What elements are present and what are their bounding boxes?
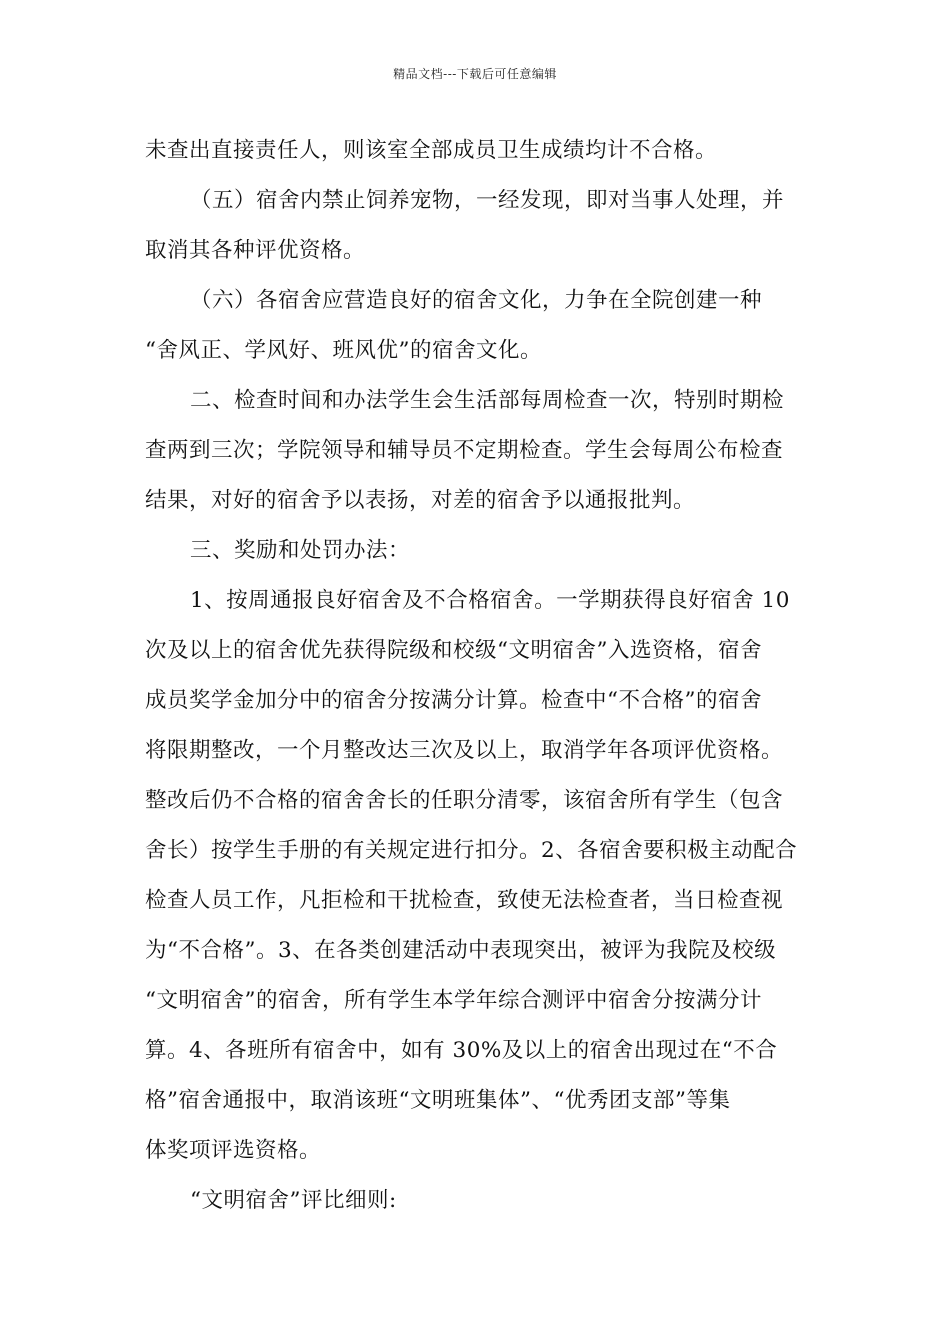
text-line: 成员奖学金加分中的宿舍分按满分计算。检查中“不合格”的宿舍 bbox=[145, 688, 762, 713]
criteria-heading: “文明宿舍”评比细则: bbox=[190, 1188, 397, 1213]
text-line: 将限期整改，一个月整改达三次及以上，取消学年各项评优资格。 bbox=[145, 738, 784, 763]
text-line: 整改后仍不合格的宿舍舍长的任职分清零，该宿舍所有学生（包含 bbox=[145, 788, 784, 813]
text-line: 格”宿舍通报中，取消该班“文明班集体”、“优秀团支部”等集 bbox=[145, 1088, 731, 1113]
text-line: “文明宿舍”的宿舍，所有学生本学年综合测评中宿舍分按满分计 bbox=[145, 988, 762, 1013]
document-body bbox=[145, 126, 807, 1226]
paragraph-5-start: （五）宿舍内禁止饲养宠物，一经发现，即对当事人处理，并 bbox=[190, 188, 785, 213]
text-line: 算。4、各班所有宿舍中，如有 30%及以上的宿舍出现过在“不合 bbox=[145, 1038, 778, 1063]
text-line: 体奖项评选资格。 bbox=[145, 1138, 322, 1163]
rule-1-start: 1、按周通报良好宿舍及不合格宿舍。一学期获得良好宿舍 10 bbox=[190, 588, 790, 613]
text-line: 为“不合格”。3、在各类创建活动中表现突出，被评为我院及校级 bbox=[145, 938, 777, 963]
text-line: “舍风正、学风好、班风优”的宿舍文化。 bbox=[145, 338, 542, 363]
paragraph-6-start: （六）各宿舍应营造良好的宿舍文化，力争在全院创建一种 bbox=[190, 288, 763, 313]
text-line: 检查人员工作，凡拒检和干扰检查，致使无法检查者，当日检查视 bbox=[145, 888, 784, 913]
page-header: 精品文档---下载后可任意编辑 bbox=[393, 67, 557, 81]
text-line: 舍长）按学生手册的有关规定进行扣分。2、各宿舍要积极主动配合 bbox=[145, 838, 798, 863]
text-line: 次及以上的宿舍优先获得院级和校级“文明宿舍”入选资格，宿舍 bbox=[145, 638, 762, 663]
text-line: 结果，对好的宿舍予以表扬，对差的宿舍予以通报批判。 bbox=[145, 488, 696, 513]
text-line: 取消其各种评优资格。 bbox=[145, 238, 366, 263]
text-line: 查两到三次；学院领导和辅导员不定期检查。学生会每周公布检查 bbox=[145, 438, 784, 463]
section-2-heading: 二、检查时间和办法学生会生活部每周检查一次，特别时期检 bbox=[190, 388, 785, 413]
section-3-heading: 三、奖励和处罚办法： bbox=[190, 538, 411, 563]
text-line: 未查出直接责任人，则该室全部成员卫生成绩均计不合格。 bbox=[145, 138, 718, 163]
